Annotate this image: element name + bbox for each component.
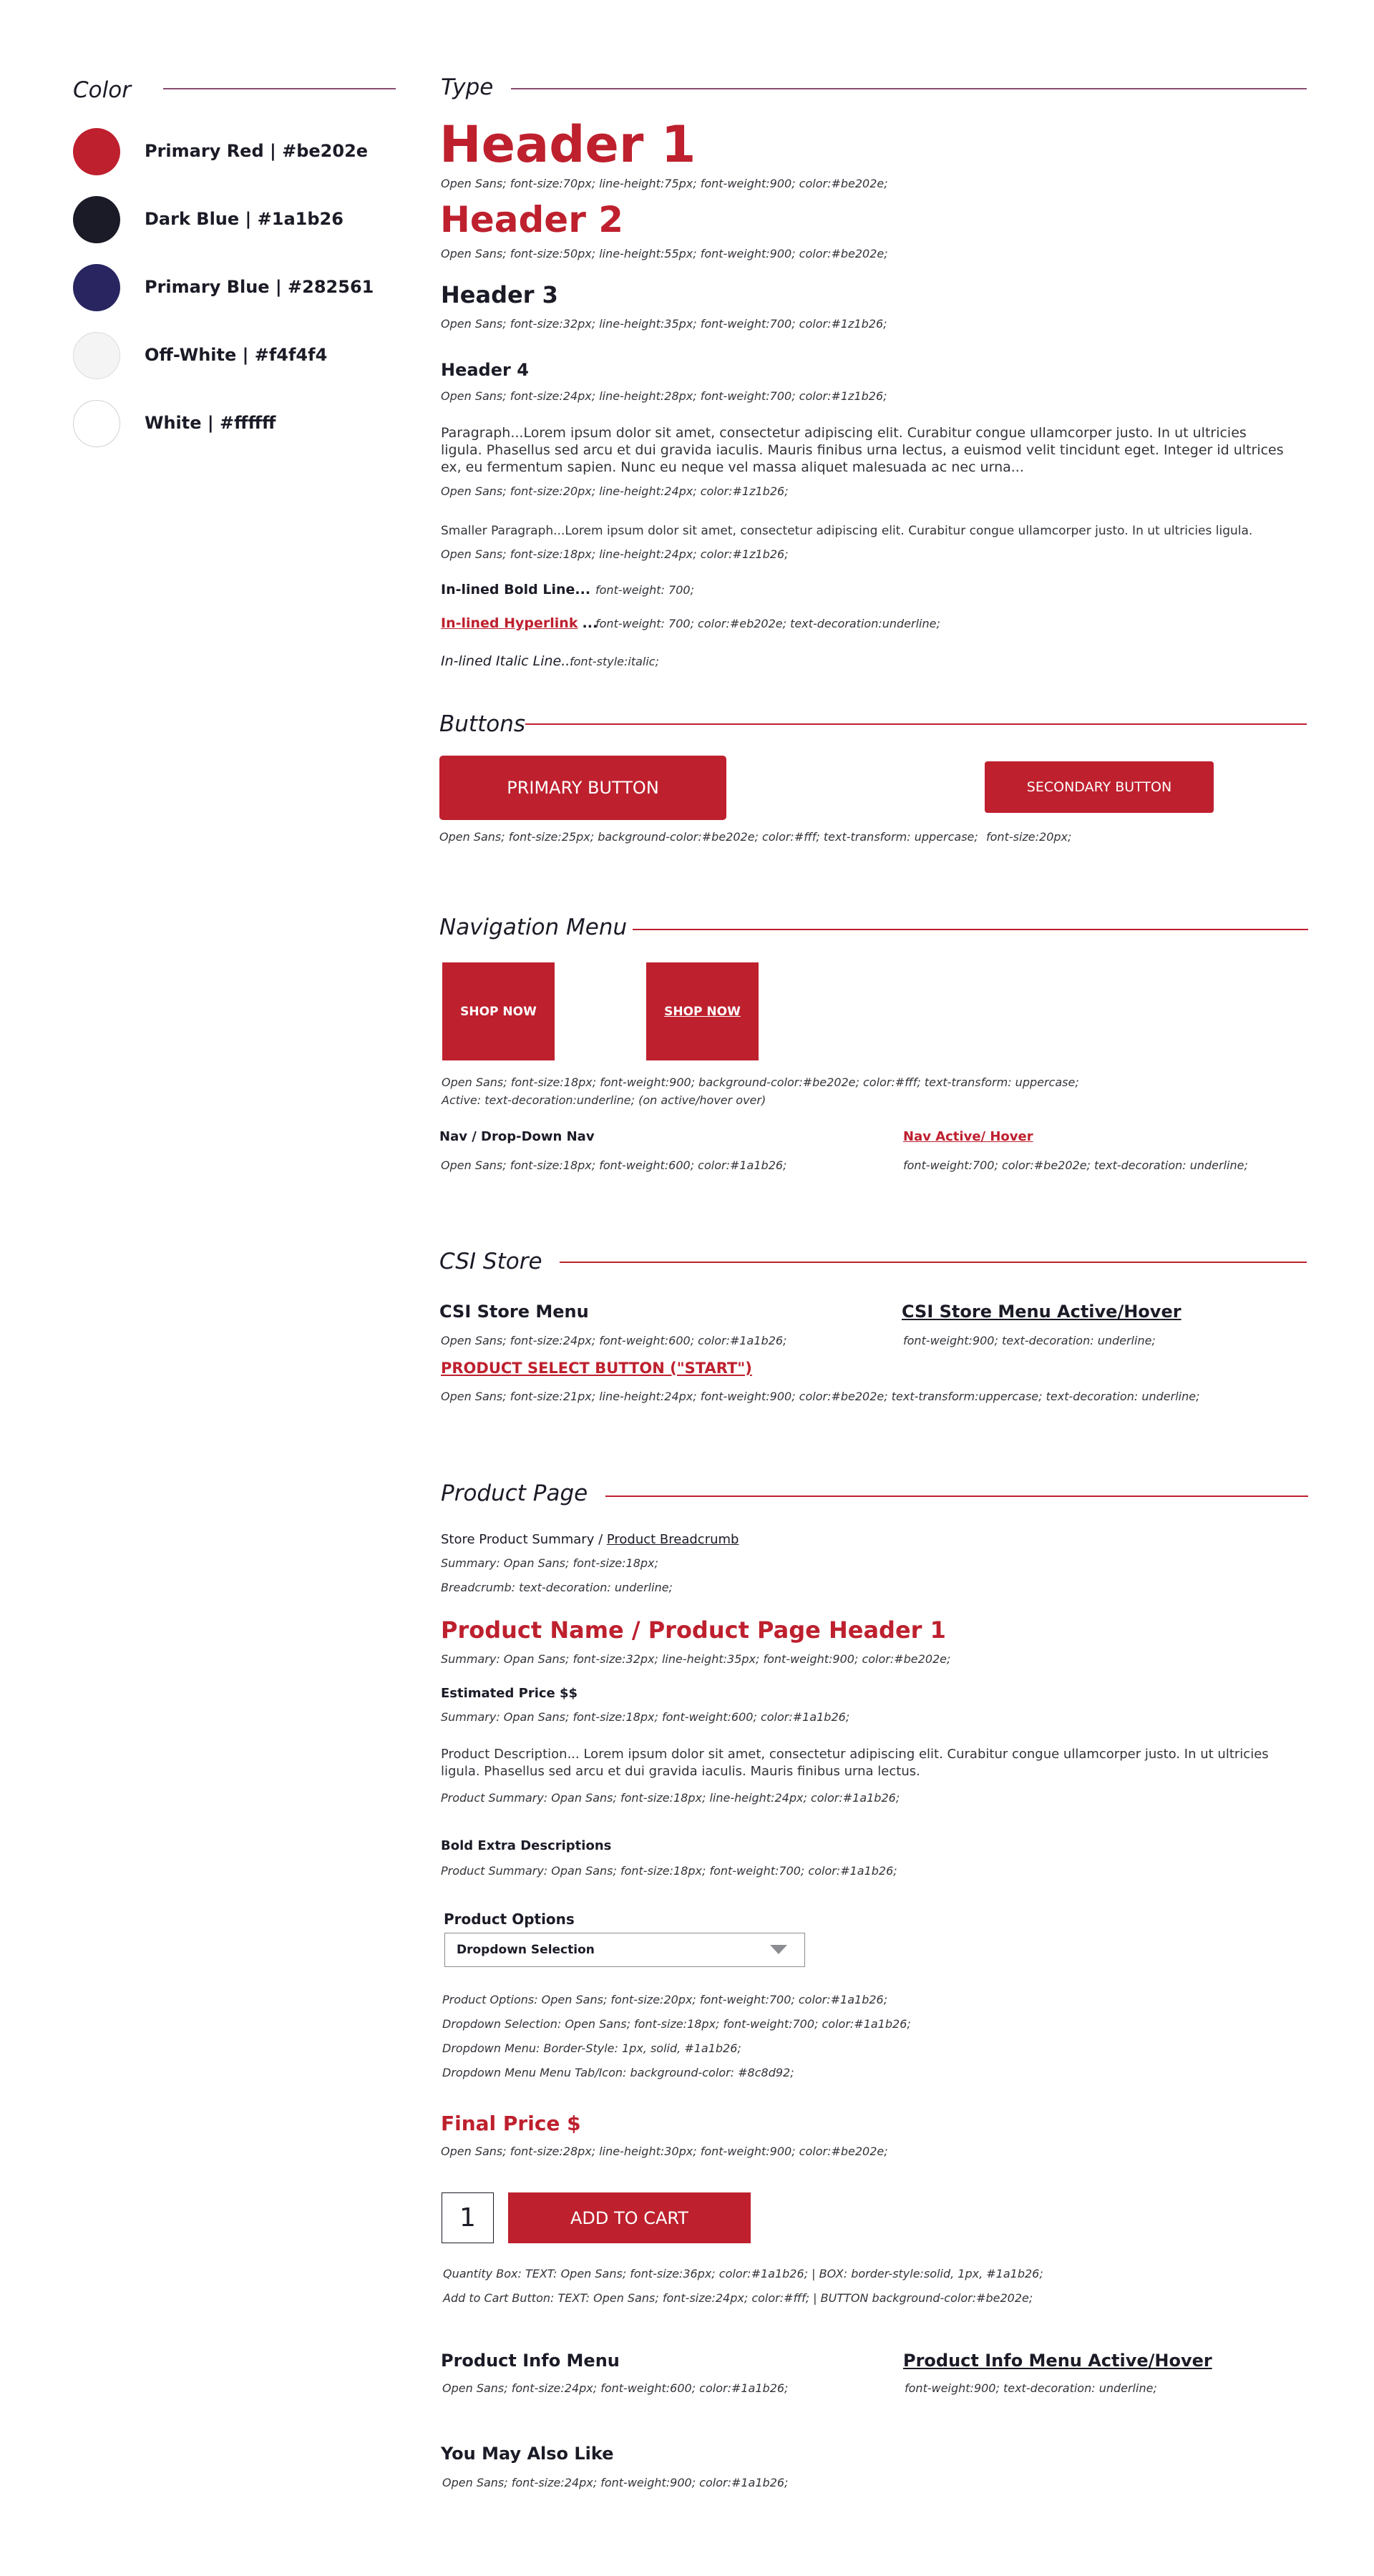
product-select-spec: Open Sans; font-size:21px; line-height:24px; font-weight:900; color:#be202e; text-transform:uppercase; text-decoration: underline; [441,1390,1200,1403]
product-name-spec: Summary: Opan Sans; font-size:32px; line-height:35px; font-weight:900; color:#be202e; [441,1652,951,1666]
secondary-button-spec: font-size:20px; [986,830,1072,844]
bold-extra-spec: Product Summary: Opan Sans; font-size:18px; font-weight:700; color:#1a1b26; [441,1864,897,1878]
product-info-menu-active-spec: font-weight:900; text-decoration: underline; [905,2381,1157,2395]
primary-button[interactable]: PRIMARY BUTTON [439,756,726,820]
nav-tile-shop-now[interactable]: SHOP NOW [442,962,555,1060]
cart-spec-2: Add to Cart Button: TEXT: Open Sans; font-size:24px; color:#fff; | BUTTON background-color:#be202e; [443,2291,1033,2305]
dropdown-selection-value: Dropdown Selection [457,1943,595,1957]
quantity-box[interactable]: 1 [442,2192,494,2243]
inline-hyperlink[interactable]: In-lined Hyperlink [441,615,578,631]
inline-italic-sample: In-lined Italic Line... [441,653,575,669]
inline-hyperlink-spec: font-weight: 700; color:#eb202e; text-decoration:underline; [595,617,940,630]
you-may-also-like-heading: You May Also Like [441,2444,614,2464]
csi-store-section-rule [560,1262,1307,1263]
breadcrumb-spec-1: Summary: Opan Sans; font-size:18px; [441,1556,658,1570]
final-price: Final Price $ [441,2112,581,2135]
bold-extra-descriptions: Bold Extra Descriptions [441,1838,612,1853]
paragraph-spec: Open Sans; font-size:20px; line-height:24px; color:#1z1b26; [441,484,789,498]
breadcrumb-link[interactable]: Product Breadcrumb [606,1532,739,1547]
buttons-section-title: Buttons [439,711,525,737]
csi-store-menu-active-link[interactable]: CSI Store Menu Active/Hover [902,1302,1181,1322]
product-info-menu-link[interactable]: Product Info Menu [441,2351,620,2371]
nav-tile-spec-2: Active: text-decoration:underline; (on active/hover over) [442,1093,766,1107]
csi-store-menu-spec: Open Sans; font-size:24px; font-weight:600; color:#1a1b26; [441,1334,787,1347]
breadcrumb-summary: Store Product Summary / [441,1532,607,1547]
color-section-rule [163,88,396,89]
nav-dropdown-link[interactable]: Nav / Drop-Down Nav [439,1129,595,1144]
product-options-spec-2: Dropdown Selection: Open Sans; font-size:18px; font-weight:700; color:#1a1b26; [442,2017,911,2031]
inline-italic-spec: font-style:italic; [570,655,659,668]
csi-store-menu-active-spec: font-weight:900; text-decoration: underline; [903,1334,1156,1347]
add-to-cart-button[interactable]: ADD TO CART [508,2192,751,2243]
header-1-sample: Header 1 [439,115,696,174]
product-name-header: Product Name / Product Page Header 1 [441,1616,946,1644]
inline-hyperlink-suffix: ... [582,615,598,631]
swatch-label-dark-blue: Dark Blue | #1a1b26 [145,209,344,229]
secondary-button[interactable]: SECONDARY BUTTON [985,761,1214,813]
cart-spec-1: Quantity Box: TEXT: Open Sans; font-size:36px; color:#1a1b26; | BOX: border-style:solid, 1px, #1a1b26; [443,2267,1043,2280]
type-section-title: Type [441,74,494,100]
breadcrumb-spec-2: Breadcrumb: text-decoration: underline; [441,1581,673,1594]
buttons-section-rule [525,723,1307,725]
csi-store-menu-link[interactable]: CSI Store Menu [439,1302,589,1322]
type-section-rule [511,88,1307,89]
product-page-section-rule [605,1496,1308,1497]
product-options-spec-3: Dropdown Menu: Border-Style: 1px, solid, #1a1b26; [442,2041,741,2055]
paragraph-sample: Paragraph...Lorem ipsum dolor sit amet, consectetur adipiscing elit. Curabitur congue ullamcorper justo. In ut ultricies ligula. Phasellus sed arcu et dui gravida iaculis. Mauris finibus urna lectus, a euismod velit tincidunt eget. Integer id ultrices ex, eu fermentum sapien. Nunc eu neque vel massa aliquet malesuada ac nec urna... [441,425,1284,475]
swatch-label-primary-red: Primary Red | #be202e [145,141,369,161]
swatch-primary-blue [73,264,120,311]
header-4-spec: Open Sans; font-size:24px; line-height:28px; font-weight:700; color:#1z1b26; [441,389,887,403]
header-3-spec: Open Sans; font-size:32px; line-height:35px; font-weight:700; color:#1z1b26; [441,317,887,331]
inline-hyperlink-row [441,615,598,631]
product-options-spec-4: Dropdown Menu Menu Tab/Icon: background-color: #8c8d92; [442,2066,794,2079]
color-section-title: Color [73,77,131,103]
product-select-button[interactable]: PRODUCT SELECT BUTTON ("START") [441,1360,752,1377]
product-description-spec: Product Summary: Opan Sans; font-size:18px; line-height:24px; color:#1a1b26; [441,1791,900,1805]
nav-tile-shop-now-active[interactable]: SHOP NOW [646,962,759,1060]
inline-bold-spec: font-weight: 700; [595,583,694,597]
final-price-spec: Open Sans; font-size:28px; line-height:30px; font-weight:900; color:#be202e; [441,2145,888,2158]
swatch-off-white [73,332,120,379]
product-page-section-title: Product Page [441,1480,588,1506]
csi-store-section-title: CSI Store [439,1249,542,1274]
product-info-menu-active-link[interactable]: Product Info Menu Active/Hover [903,2351,1212,2371]
swatch-label-primary-blue: Primary Blue | #282561 [145,277,374,297]
small-paragraph-sample: Smaller Paragraph...Lorem ipsum dolor sit amet, consectetur adipiscing elit. Curabitur congue ullamcorper justo. In ut ultricies ligula. [441,524,1253,538]
swatch-label-off-white: Off-White | #f4f4f4 [145,345,328,365]
primary-button-spec: Open Sans; font-size:25px; background-color:#be202e; color:#fff; text-transform: uppercase; [439,830,978,844]
nav-active-spec: font-weight:700; color:#be202e; text-decoration: underline; [903,1158,1248,1172]
you-may-also-like-spec: Open Sans; font-size:24px; font-weight:900; color:#1a1b26; [442,2476,789,2489]
header-3-sample: Header 3 [441,281,558,308]
navigation-section-rule [633,929,1308,930]
header-1-spec: Open Sans; font-size:70px; line-height:75px; font-weight:900; color:#be202e; [441,177,888,190]
estimated-price: Estimated Price $$ [441,1686,578,1701]
header-2-spec: Open Sans; font-size:50px; line-height:55px; font-weight:900; color:#be202e; [441,247,888,260]
chevron-down-icon [770,1945,787,1955]
nav-tile-spec-1: Open Sans; font-size:18px; font-weight:900; background-color:#be202e; color:#fff; text-transform: uppercase; [442,1075,1079,1089]
header-4-sample: Header 4 [441,360,529,380]
swatch-dark-blue [73,196,120,243]
nav-active-link[interactable]: Nav Active/ Hover [903,1129,1033,1144]
navigation-section-title: Navigation Menu [439,914,628,940]
estimated-price-spec: Summary: Opan Sans; font-size:18px; font-weight:600; color:#1a1b26; [441,1710,850,1724]
product-description: Product Description... Lorem ipsum dolor sit amet, consectetur adipiscing elit. Curabitur congue ullamcorper justo. In ut ultricies ligula. Phasellus sed arcu et dui gravida iaculis. Mauris finibus urna lectus. [441,1747,1269,1779]
product-info-menu-spec: Open Sans; font-size:24px; font-weight:600; color:#1a1b26; [442,2381,789,2395]
nav-dropdown-spec: Open Sans; font-size:18px; font-weight:600; color:#1a1b26; [441,1158,787,1172]
product-options-spec-1: Product Options: Open Sans; font-size:20px; font-weight:700; color:#1a1b26; [442,1993,888,2006]
swatch-white [73,400,120,447]
header-2-sample: Header 2 [440,199,624,240]
breadcrumb [441,1532,739,1547]
product-options-dropdown[interactable] [444,1933,805,1967]
swatch-primary-red [73,128,120,175]
small-paragraph-spec: Open Sans; font-size:18px; line-height:24px; color:#1z1b26; [441,547,789,561]
swatch-label-white: White | #ffffff [145,413,276,433]
product-options-label: Product Options [444,1911,575,1928]
inline-bold-sample: In-lined Bold Line... [441,582,591,597]
